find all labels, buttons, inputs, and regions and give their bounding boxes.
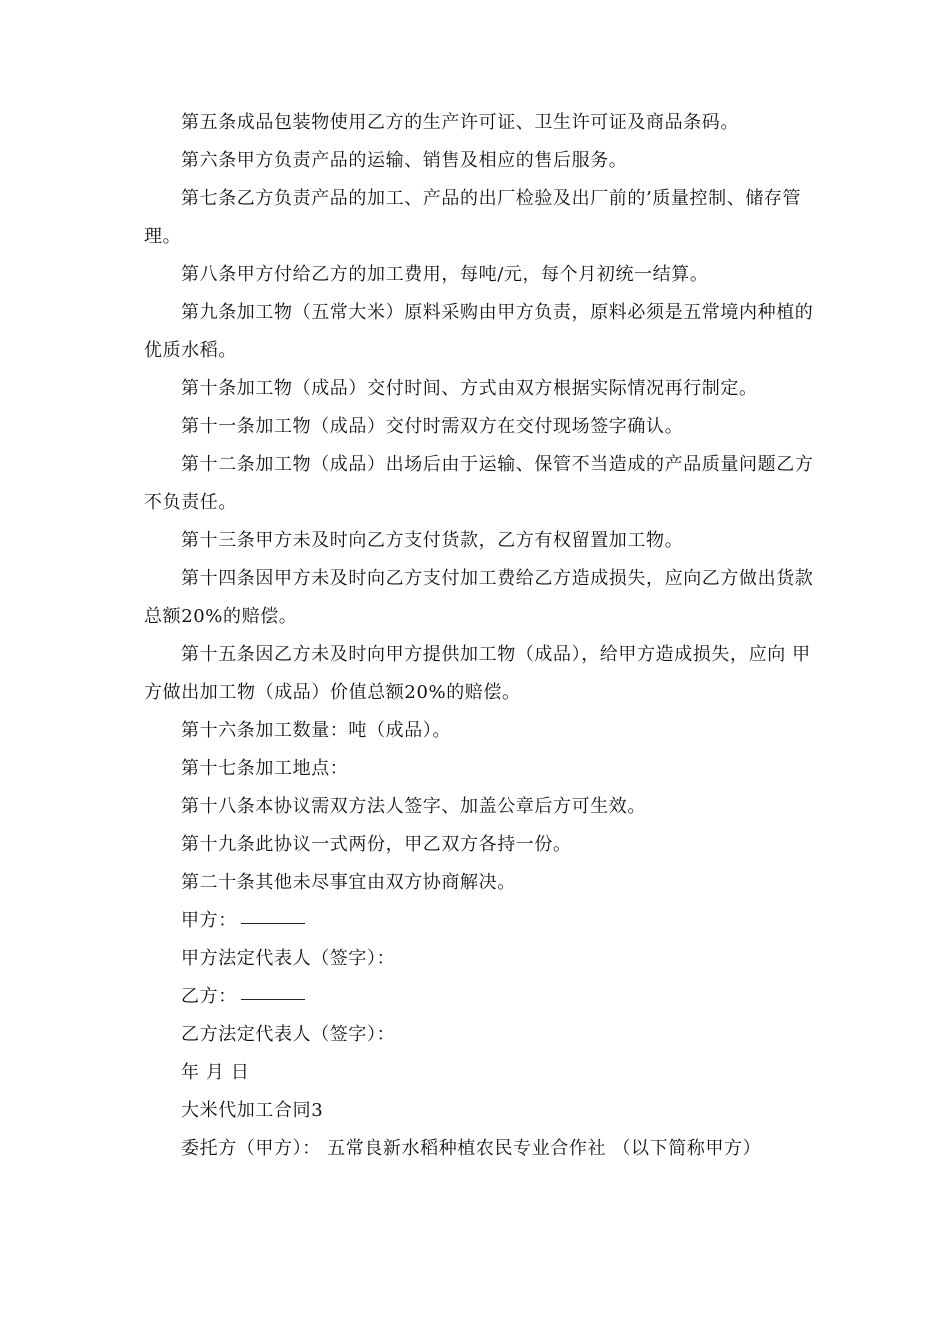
party-a-label: 甲方： — [181, 910, 237, 931]
clause-7: 第七条乙方负责产品的加工、产品的出厂检验及出厂前的’质量控制、储存管理。 — [144, 188, 802, 247]
party-a-line — [144, 902, 816, 940]
clause-10: 第十条加工物（成品）交付时间、方式由双方根据实际情况再行制定。 — [181, 378, 758, 399]
clause-8: 第八条甲方付给乙方的加工费用，每吨/元，每个月初统一结算。 — [181, 264, 709, 285]
clause-12: 第十二条加工物（成品）出场后由于运输、保管不当造成的产品质量问题乙方不负责任。 — [144, 454, 814, 513]
clause-19: 第十九条此协议一式两份，甲乙双方各持一份。 — [181, 834, 572, 855]
party-b-line — [144, 978, 816, 1016]
clause-20: 第二十条其他未尽事宜由双方协商解决。 — [181, 872, 516, 893]
clause-15: 第十五条因乙方未及时向甲方提供加工物（成品），给甲方造成损失，应向 甲方做出加工物（成品）价值总额20%的赔偿。 — [144, 644, 811, 703]
contract-body — [144, 104, 816, 1168]
party-b-label: 乙方： — [181, 986, 237, 1007]
clause-5: 第五条成品包装物使用乙方的生产许可证、卫生许可证及商品条码。 — [181, 112, 739, 133]
client-party-line: 委托方（甲方）： 五常良新水稻种植农民专业合作社 （以下简称甲方） — [181, 1138, 762, 1159]
clause-14: 第十四条因甲方未及时向乙方支付加工费给乙方造成损失，应向乙方做出货款总额20%的赔偿。 — [144, 568, 814, 627]
party-a-blank — [241, 922, 305, 924]
party-a-representative: 甲方法定代表人（签字）： — [181, 948, 396, 969]
clause-16: 第十六条加工数量：吨（成品）。 — [181, 720, 451, 741]
party-b-representative: 乙方法定代表人（签字）： — [181, 1024, 396, 1045]
clause-13: 第十三条甲方未及时向乙方支付货款，乙方有权留置加工物。 — [181, 530, 684, 551]
next-contract-title: 大米代加工合同3 — [181, 1100, 324, 1121]
clause-11: 第十一条加工物（成品）交付时需双方在交付现场签字确认。 — [181, 416, 684, 437]
clause-9: 第九条加工物（五常大米）原料采购由甲方负责，原料必须是五常境内种植的优质水稻。 — [144, 302, 814, 361]
clause-18: 第十八条本协议需双方法人签字、加盖公章后方可生效。 — [181, 796, 646, 817]
party-b-blank — [241, 998, 305, 1000]
clause-6: 第六条甲方负责产品的运输、销售及相应的售后服务。 — [181, 150, 628, 171]
clause-17: 第十七条加工地点： — [181, 758, 349, 779]
signature-date: 年 月 日 — [181, 1062, 250, 1083]
